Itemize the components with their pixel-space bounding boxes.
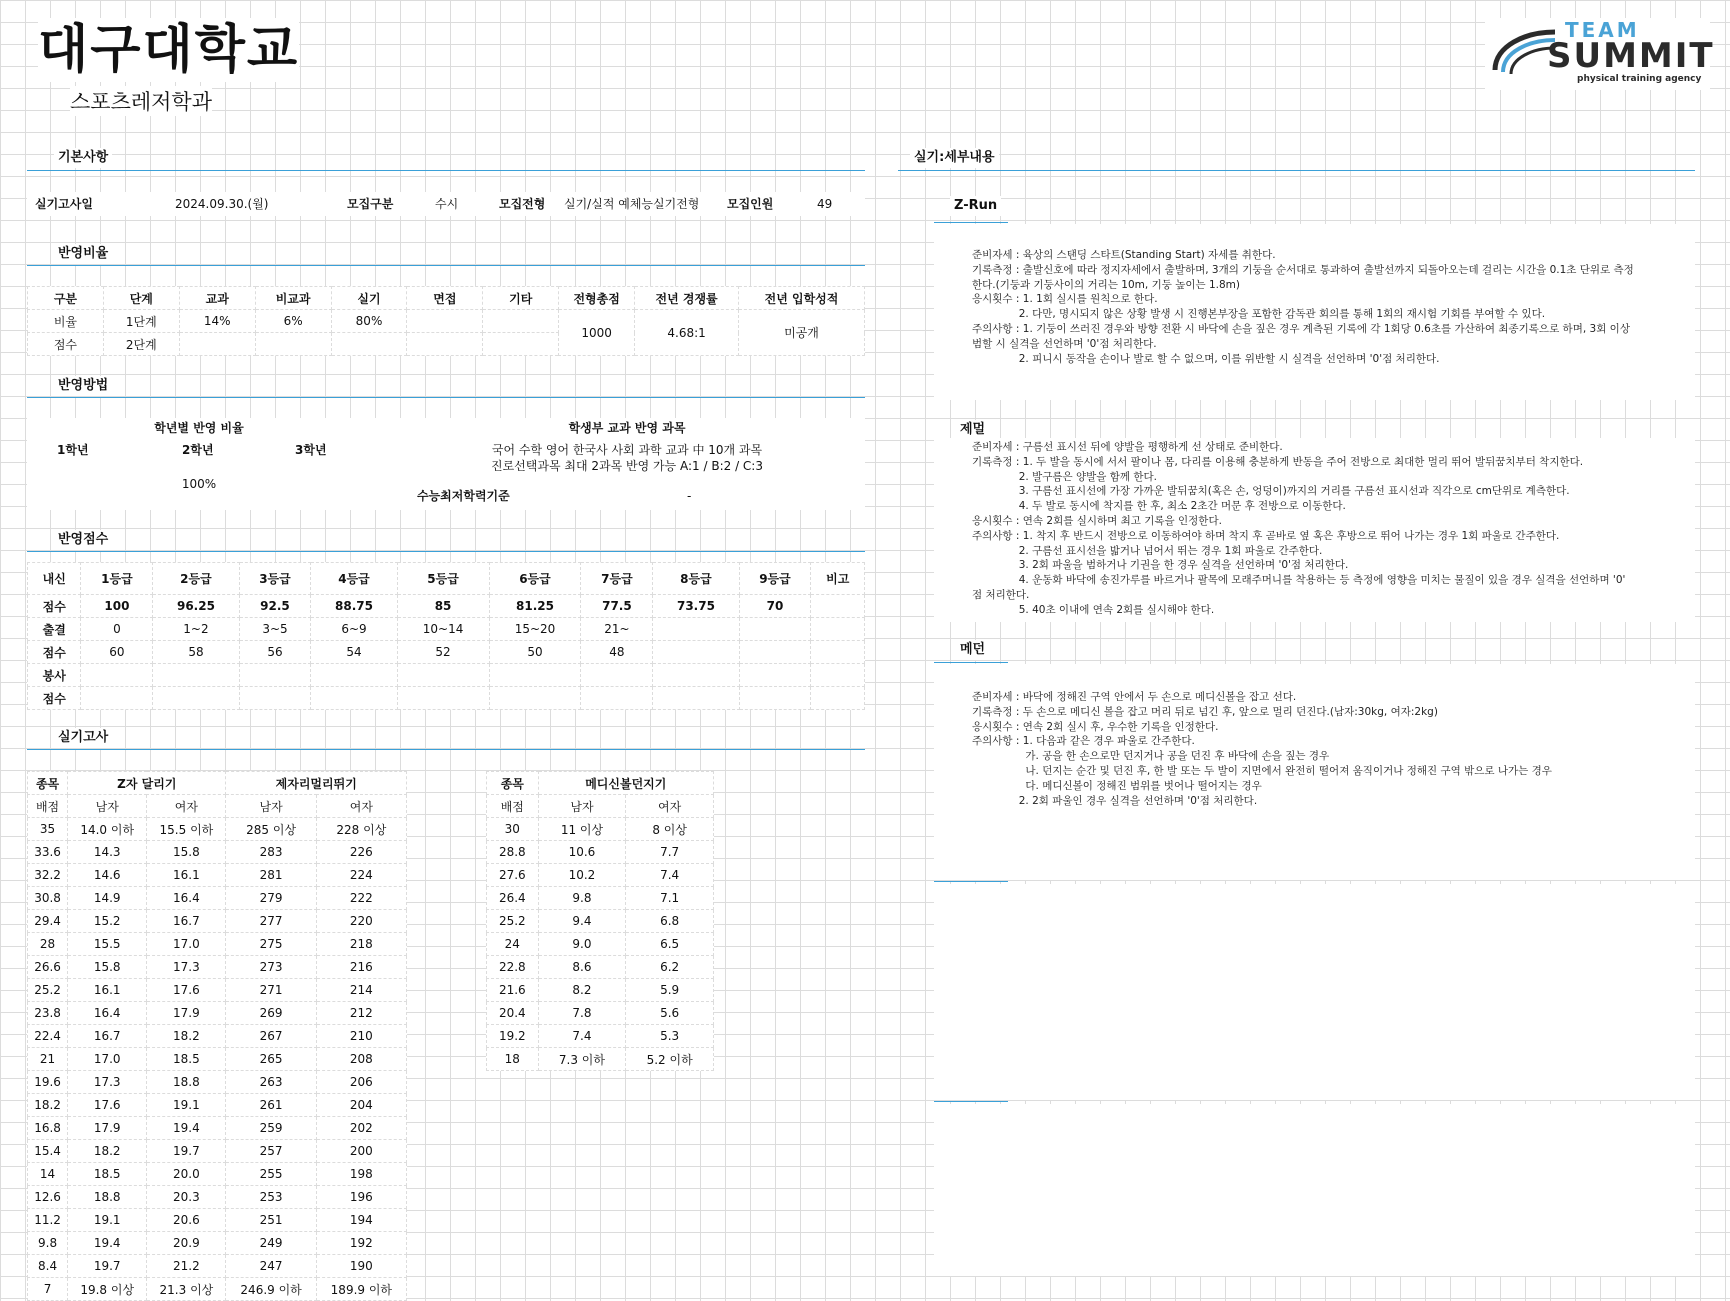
practical-cell: 19.1 [147, 1094, 226, 1117]
subject-title: 학생부 교과 반영 과목 [568, 421, 686, 435]
practical-cell: 218 [316, 933, 406, 956]
school-title: 대구대학교 [38, 20, 300, 80]
practical-cell: 19.8 이상 [68, 1278, 147, 1301]
grade-2: 2학년 [182, 443, 214, 457]
score-header-cell: 9등급 [739, 563, 811, 595]
practical-cell: 15.8 [147, 841, 226, 864]
practical-cell: 15.8 [68, 956, 147, 979]
practical-cell: 17.9 [147, 1002, 226, 1025]
practical-cell: 22.8 [487, 956, 539, 979]
basic-info-row [27, 192, 865, 216]
quota-label: 모집인원 [727, 197, 774, 211]
practical-cell: 6.8 [626, 910, 714, 933]
medicine-title: 메던 [956, 640, 989, 660]
practical-cell: 16.8 [28, 1117, 68, 1140]
score-header-cell: 7등급 [581, 563, 653, 595]
practical-cell: 17.0 [68, 1048, 147, 1071]
track-label: 모집전형 [499, 197, 546, 211]
practical-cell: 20.0 [147, 1163, 226, 1186]
practical-cell: 5.9 [626, 979, 714, 1002]
practical-cell: 21.6 [487, 979, 539, 1002]
score-cell: 70 [739, 595, 811, 618]
quota-value: 49 [817, 197, 833, 211]
zrun-title: Z-Run [950, 196, 1001, 216]
practical-cell: 32.2 [28, 864, 68, 887]
method-block [27, 418, 865, 510]
event-divider [934, 662, 1008, 663]
practical-cell: 226 [316, 841, 406, 864]
score-header-cell: 6등급 [489, 563, 581, 595]
medicine-description: 준비자세 : 바닥에 정해진 구역 안에서 두 손으로 메디신볼을 잡고 선다. 기록측정 : 두 손으로 메디신 볼을 잡고 머리 뒤로 넘긴 후, 앞으로 멀리 던진다.(남자:30kg, 여자:2kg) 응시횟수 : 연속 2회 실시 후, 우수한 기록을 인정한다. 주의사항 : 1. 다음과 같은 경우 파울로 간주한다. 가. 공을 한 손으로만 던지거나 공을 던진 후 바닥에 손을 짚는 경우 나. 던지는 순간 및 던진 후, 한 발 또는 두 발이 지면에서 완전히 떨어져 움직이거나 정해진 구역 밖으로 나가는 경우 다. 메디신볼이 정해진 범위를 벗어나 떨어지는 경우 2. 2회 파울인 경우 실격을 선언하며 '0'점 처리한다. [934, 664, 1695, 880]
blank-event-box [934, 1104, 1695, 1276]
score-cell: 출결 [28, 618, 81, 641]
practical-cell: 18.5 [147, 1048, 226, 1071]
type-value: 수시 [435, 197, 459, 211]
event-divider [934, 222, 1008, 223]
practical-cell: 11.2 [28, 1209, 68, 1232]
zrun-description: 준비자세 : 육상의 스탠딩 스타트(Standing Start) 자세를 취한다. 기록측정 : 출발신호에 따라 정지자세에서 출발하며, 3개의 기둥을 순서대로 통과하여 출발선까지 되돌아오는데 걸리는 시간을 0.1초 단위로 측정 한다.(기둥과 기둥사이의 거리는 10m, 기둥 높이는 1.8m) 응시횟수 : 1. 1회 실시를 원칙으로 한다. 2. 다만, 명시되지 않은 상황 발생 시 진행본부장을 포함한 감독관 회의를 통해 1회의 재시험 기회를 부여할 수 있다. 주의사항 : 1. 기둥이 쓰러진 경우와 방향 전환 시 바닥에 손을 짚은 경우 계측된 기록에 각 1회당 0.6초를 가산하여 최종기록으로 하며, 3회 이상 범할 시 실격을 선언하며 '0'점 처리한다. 2. 피니시 동작을 손이나 발로 할 수 없으며, 이를 위반할 시 실격을 선언하며 '0'점 처리한다. [934, 224, 1695, 400]
practical-cell: 14 [28, 1163, 68, 1186]
score-cell [311, 687, 397, 710]
practical-cell: 10.6 [538, 841, 626, 864]
grade-1: 1학년 [57, 443, 89, 457]
ratio-header-cell: 전년 경쟁률 [635, 287, 739, 310]
section-ratio: 반영비율 [54, 244, 112, 264]
track-value: 실기/실적 예체능실기전형 [564, 197, 700, 211]
practical-cell: 8.4 [28, 1255, 68, 1278]
subject-line-1: 국어 수학 영어 한국사 사회 과학 교과 中 10개 과목 [491, 443, 763, 457]
score-cell: 1~2 [153, 618, 239, 641]
score-cell: 3~5 [239, 618, 311, 641]
score-cell: 점수 [28, 641, 81, 664]
practical-cell: 251 [226, 1209, 316, 1232]
ratio-header-cell: 면접 [407, 287, 483, 310]
ratio-cell: 1단계 [103, 310, 179, 333]
practical-cell: 216 [316, 956, 406, 979]
practical-cell: 285 이상 [226, 818, 316, 841]
ratio-cell [483, 310, 559, 333]
practical-cell: 9.4 [538, 910, 626, 933]
score-cell: 15~20 [489, 618, 581, 641]
practical-cell: 9.8 [538, 887, 626, 910]
practical-cell: 19.1 [68, 1209, 147, 1232]
practical-cell: 281 [226, 864, 316, 887]
practical-cell: 20.3 [147, 1186, 226, 1209]
ratio-cell: 비율 [28, 310, 104, 333]
practical-cell: 19.4 [147, 1117, 226, 1140]
practical-cell: 253 [226, 1186, 316, 1209]
score-cell: 21~ [581, 618, 653, 641]
practical-cell: 29.4 [28, 910, 68, 933]
section-divider [27, 265, 865, 266]
practical-cell: 7.4 [626, 864, 714, 887]
practical-cell: 21.2 [147, 1255, 226, 1278]
practical-cell: 16.4 [68, 1002, 147, 1025]
practical-cell: 23.8 [28, 1002, 68, 1025]
score-header-cell: 내신 [28, 563, 81, 595]
score-cell: 54 [311, 641, 397, 664]
practical-cell: 17.3 [147, 956, 226, 979]
grade-3: 3학년 [295, 443, 327, 457]
ratio-cell [407, 310, 483, 333]
practical-cell: 18.2 [28, 1094, 68, 1117]
score-cell [811, 664, 865, 687]
score-cell [739, 618, 811, 641]
practical-cell: 8 이상 [626, 818, 714, 841]
practical-cell: 17.0 [147, 933, 226, 956]
practical-cell: 247 [226, 1255, 316, 1278]
score-cell: 0 [81, 618, 153, 641]
score-cell: 점수 [28, 595, 81, 618]
score-cell: 88.75 [311, 595, 397, 618]
score-header-cell: 3등급 [239, 563, 311, 595]
practical-cell: 17.6 [147, 979, 226, 1002]
score-header-cell: 8등급 [653, 563, 739, 595]
practical-header-cell: 종목 [28, 772, 68, 795]
ratio-competition: 4.68:1 [635, 310, 739, 356]
practical-cell: 19.7 [147, 1140, 226, 1163]
practical-cell: 224 [316, 864, 406, 887]
score-cell [311, 664, 397, 687]
practical-cell: 190 [316, 1255, 406, 1278]
score-cell [397, 687, 489, 710]
practical-cell: 261 [226, 1094, 316, 1117]
event-divider [934, 1101, 1008, 1102]
practical-header-cell: 종목 [487, 772, 539, 795]
practical-subheader-cell: 여자 [147, 795, 226, 818]
practical-cell: 269 [226, 1002, 316, 1025]
score-cell [653, 618, 739, 641]
practical-cell: 192 [316, 1232, 406, 1255]
practical-cell: 16.1 [147, 864, 226, 887]
practical-subheader-cell: 여자 [316, 795, 406, 818]
department-subtitle: 스포츠레저학과 [70, 86, 212, 116]
practical-cell: 257 [226, 1140, 316, 1163]
ratio-header-cell: 비교과 [255, 287, 331, 310]
practical-cell: 228 이상 [316, 818, 406, 841]
practical-cell: 212 [316, 1002, 406, 1025]
score-cell [81, 687, 153, 710]
practical-cell: 18.8 [147, 1071, 226, 1094]
practical-cell: 7 [28, 1278, 68, 1301]
practical-cell: 15.2 [68, 910, 147, 933]
score-cell [153, 664, 239, 687]
score-cell: 81.25 [489, 595, 581, 618]
practical-cell: 189.9 이하 [316, 1278, 406, 1301]
practical-cell: 255 [226, 1163, 316, 1186]
practical-cell: 283 [226, 841, 316, 864]
practical-cell: 27.6 [487, 864, 539, 887]
section-practical: 실기고사 [54, 728, 112, 748]
score-cell [811, 641, 865, 664]
ratio-header-cell: 기타 [483, 287, 559, 310]
practical-subheader-cell: 배점 [28, 795, 68, 818]
practical-cell: 26.4 [487, 887, 539, 910]
practical-cell: 20.9 [147, 1232, 226, 1255]
jump-description: 준비자세 : 구름선 표시선 뒤에 양발을 평행하게 선 상태로 준비한다. 기록측정 : 1. 두 발을 동시에 서서 팔이나 몸, 다리를 이용해 충분하게 반동을 주어 전방으로 최대한 멀리 뛰어 발뒤꿈치부터 착지한다. 2. 발구름은 양발을 함께 한다. 3. 구름선 표시선에 가장 가까운 발뒤꿈치(혹은 손, 엉덩이)까지의 거리를 구름선 표시선과 직각으로 cm단위로 계측한다. 4. 두 발로 동시에 착지를 한 후, 최소 2초간 머문 후 전방으로 이동한다. 응시횟수 : 연속 2회를 실시하며 최고 기록을 인정한다. 주의사항 : 1. 착지 후 반드시 전방으로 이동하여야 하며 착지 후 곧바로 옆 혹은 후방으로 뛰어 나가는 경우 1회 파울로 간주한다. 2. 구름선 표시선을 밟거나 넘어서 뛰는 경우 1회 파울로 간주한다. 3. 2회 파울을 범하거나 기권을 한 경우 실격을 선언하며 '0'점 처리한다. 4. 운동화 바닥에 송진가루를 바르거나 팔목에 모래주머니를 착용하는 등 측정에 영향을 미치는 물질이 있을 경우 실격을 선언하며 '0' 점 처리한다. 5. 40초 이내에 연속 2회를 실시해야 한다. [934, 438, 1695, 622]
score-cell [739, 664, 811, 687]
section-divider [27, 397, 865, 398]
grade-value: 100% [181, 477, 217, 491]
section-divider [898, 170, 1695, 171]
practical-cell: 12.6 [28, 1186, 68, 1209]
practical-cell: 208 [316, 1048, 406, 1071]
score-cell [239, 664, 311, 687]
practical-cell: 26.6 [28, 956, 68, 979]
practical-cell: 18.2 [68, 1140, 147, 1163]
score-cell [581, 664, 653, 687]
min-standard-value: - [687, 489, 692, 503]
practical-cell: 214 [316, 979, 406, 1002]
practical-header-cell: 메디신볼던지기 [538, 772, 713, 795]
practical-header-cell: Z자 달리기 [68, 772, 226, 795]
practical-cell: 220 [316, 910, 406, 933]
practical-cell: 18.5 [68, 1163, 147, 1186]
practical-cell: 35 [28, 818, 68, 841]
practical-cell: 275 [226, 933, 316, 956]
score-header-cell: 비고 [811, 563, 865, 595]
score-table [27, 562, 865, 710]
practical-cell: 7.4 [538, 1025, 626, 1048]
score-cell: 봉사 [28, 664, 81, 687]
score-cell [397, 664, 489, 687]
practical-cell: 265 [226, 1048, 316, 1071]
practical-cell: 7.7 [626, 841, 714, 864]
event-divider [934, 881, 1008, 882]
practical-subheader-cell: 배점 [487, 795, 539, 818]
score-cell: 92.5 [239, 595, 311, 618]
practical-left-table [27, 771, 407, 1301]
practical-cell: 246.9 이하 [226, 1278, 316, 1301]
practical-cell: 5.3 [626, 1025, 714, 1048]
logo-summit-text: SUMMIT [1547, 36, 1715, 76]
practical-cell: 198 [316, 1163, 406, 1186]
practical-cell: 15.5 [68, 933, 147, 956]
team-summit-logo [1485, 18, 1715, 90]
score-cell: 58 [153, 641, 239, 664]
practical-cell: 30 [487, 818, 539, 841]
section-divider [27, 749, 865, 750]
score-cell: 50 [489, 641, 581, 664]
score-cell [739, 641, 811, 664]
practical-cell: 263 [226, 1071, 316, 1094]
practical-cell: 5.6 [626, 1002, 714, 1025]
ratio-header-cell: 전년 입학성적 [739, 287, 865, 310]
practical-cell: 267 [226, 1025, 316, 1048]
score-cell: 73.75 [653, 595, 739, 618]
practical-cell: 18.8 [68, 1186, 147, 1209]
practical-subheader-cell: 남자 [68, 795, 147, 818]
min-standard-label: 수능최저학력기준 [417, 489, 510, 503]
practical-cell: 279 [226, 887, 316, 910]
logo-team-text: TEAM [1565, 18, 1640, 42]
score-cell [489, 687, 581, 710]
score-cell: 10~14 [397, 618, 489, 641]
practical-cell: 11 이상 [538, 818, 626, 841]
practical-cell: 20.6 [147, 1209, 226, 1232]
practical-cell: 21 [28, 1048, 68, 1071]
score-cell: 48 [581, 641, 653, 664]
practical-cell: 15.4 [28, 1140, 68, 1163]
practical-cell: 6.5 [626, 933, 714, 956]
practical-subheader-cell: 남자 [226, 795, 316, 818]
grade-ratio-title: 학년별 반영 비율 [154, 421, 244, 435]
jump-title: 제멀 [956, 420, 989, 440]
practical-cell: 7.3 이하 [538, 1048, 626, 1071]
practical-cell: 17.9 [68, 1117, 147, 1140]
section-divider [27, 170, 865, 171]
ratio-total: 1000 [559, 310, 635, 356]
score-cell [81, 664, 153, 687]
score-header-cell: 1등급 [81, 563, 153, 595]
exam-date-label: 실기고사일 [35, 197, 93, 211]
practical-cell: 200 [316, 1140, 406, 1163]
practical-cell: 273 [226, 956, 316, 979]
practical-cell: 9.0 [538, 933, 626, 956]
ratio-cell: 6% [255, 310, 331, 333]
score-cell: 60 [81, 641, 153, 664]
score-cell: 96.25 [153, 595, 239, 618]
practical-cell: 277 [226, 910, 316, 933]
practical-cell: 33.6 [28, 841, 68, 864]
score-cell [811, 687, 865, 710]
practical-cell: 16.4 [147, 887, 226, 910]
ratio-header-cell: 교과 [179, 287, 255, 310]
practical-cell: 7.8 [538, 1002, 626, 1025]
score-cell: 100 [81, 595, 153, 618]
blank-event-box [934, 884, 1695, 1100]
practical-cell: 20.4 [487, 1002, 539, 1025]
practical-right-table [486, 771, 714, 1071]
score-cell: 77.5 [581, 595, 653, 618]
practical-cell: 24 [487, 933, 539, 956]
score-cell: 6~9 [311, 618, 397, 641]
practical-cell: 19.2 [487, 1025, 539, 1048]
ratio-cell: 14% [179, 310, 255, 333]
practical-cell: 14.6 [68, 864, 147, 887]
type-label: 모집구분 [347, 197, 394, 211]
practical-cell: 10.2 [538, 864, 626, 887]
practical-cell: 14.9 [68, 887, 147, 910]
logo-sub-text: physical training agency [1577, 74, 1702, 84]
practical-cell: 8.6 [538, 956, 626, 979]
practical-subheader-cell: 남자 [538, 795, 626, 818]
ratio-prev-score: 미공개 [739, 310, 865, 356]
practical-cell: 206 [316, 1071, 406, 1094]
practical-cell: 14.0 이하 [68, 818, 147, 841]
section-basic: 기본사항 [54, 148, 112, 168]
section-detail: 실기:세부내용 [910, 148, 999, 168]
score-cell: 점수 [28, 687, 81, 710]
practical-cell: 15.5 이하 [147, 818, 226, 841]
practical-cell: 210 [316, 1025, 406, 1048]
practical-cell: 249 [226, 1232, 316, 1255]
practical-cell: 30.8 [28, 887, 68, 910]
score-cell [739, 687, 811, 710]
score-header-cell: 5등급 [397, 563, 489, 595]
score-cell [653, 641, 739, 664]
practical-cell: 25.2 [28, 979, 68, 1002]
practical-cell: 18.2 [147, 1025, 226, 1048]
practical-cell: 17.6 [68, 1094, 147, 1117]
practical-subheader-cell: 여자 [626, 795, 714, 818]
practical-cell: 19.7 [68, 1255, 147, 1278]
practical-cell: 7.1 [626, 887, 714, 910]
practical-cell: 21.3 이상 [147, 1278, 226, 1301]
ratio-table [27, 286, 865, 356]
ratio-header-cell: 단계 [103, 287, 179, 310]
score-header-cell: 4등급 [311, 563, 397, 595]
score-cell [653, 664, 739, 687]
practical-cell: 9.8 [28, 1232, 68, 1255]
exam-date-value: 2024.09.30.(월) [175, 197, 269, 211]
practical-cell: 204 [316, 1094, 406, 1117]
practical-cell: 202 [316, 1117, 406, 1140]
ratio-header-cell: 전형총점 [559, 287, 635, 310]
score-cell [489, 664, 581, 687]
ratio-header-cell: 구분 [28, 287, 104, 310]
score-cell [581, 687, 653, 710]
section-method: 반영방법 [54, 376, 112, 396]
practical-cell: 194 [316, 1209, 406, 1232]
practical-cell: 28 [28, 933, 68, 956]
score-cell [239, 687, 311, 710]
practical-cell: 5.2 이하 [626, 1048, 714, 1071]
practical-cell: 8.2 [538, 979, 626, 1002]
practical-cell: 6.2 [626, 956, 714, 979]
practical-cell: 25.2 [487, 910, 539, 933]
score-cell: 52 [397, 641, 489, 664]
section-divider [27, 551, 865, 552]
score-cell [811, 595, 865, 618]
ratio-header-cell: 실기 [331, 287, 407, 310]
score-cell: 85 [397, 595, 489, 618]
practical-cell: 18 [487, 1048, 539, 1071]
score-cell [653, 687, 739, 710]
practical-cell: 196 [316, 1186, 406, 1209]
subject-line-2: 진로선택과목 최대 2과목 반영 가능 A:1 / B:2 / C:3 [491, 459, 763, 473]
practical-cell: 16.7 [68, 1025, 147, 1048]
practical-cell: 222 [316, 887, 406, 910]
practical-cell: 16.7 [147, 910, 226, 933]
score-cell [811, 618, 865, 641]
practical-cell: 22.4 [28, 1025, 68, 1048]
score-cell [153, 687, 239, 710]
ratio-cell: 점수 [28, 333, 104, 356]
practical-cell: 19.4 [68, 1232, 147, 1255]
ratio-cell: 2단계 [103, 333, 179, 356]
score-header-cell: 2등급 [153, 563, 239, 595]
ratio-cell: 80% [331, 310, 407, 333]
section-score: 반영점수 [54, 530, 112, 550]
practical-header-cell: 제자리멀리뛰기 [226, 772, 407, 795]
practical-cell: 14.3 [68, 841, 147, 864]
practical-cell: 19.6 [28, 1071, 68, 1094]
practical-cell: 28.8 [487, 841, 539, 864]
practical-cell: 271 [226, 979, 316, 1002]
practical-cell: 16.1 [68, 979, 147, 1002]
practical-cell: 259 [226, 1117, 316, 1140]
practical-cell: 17.3 [68, 1071, 147, 1094]
score-cell: 56 [239, 641, 311, 664]
